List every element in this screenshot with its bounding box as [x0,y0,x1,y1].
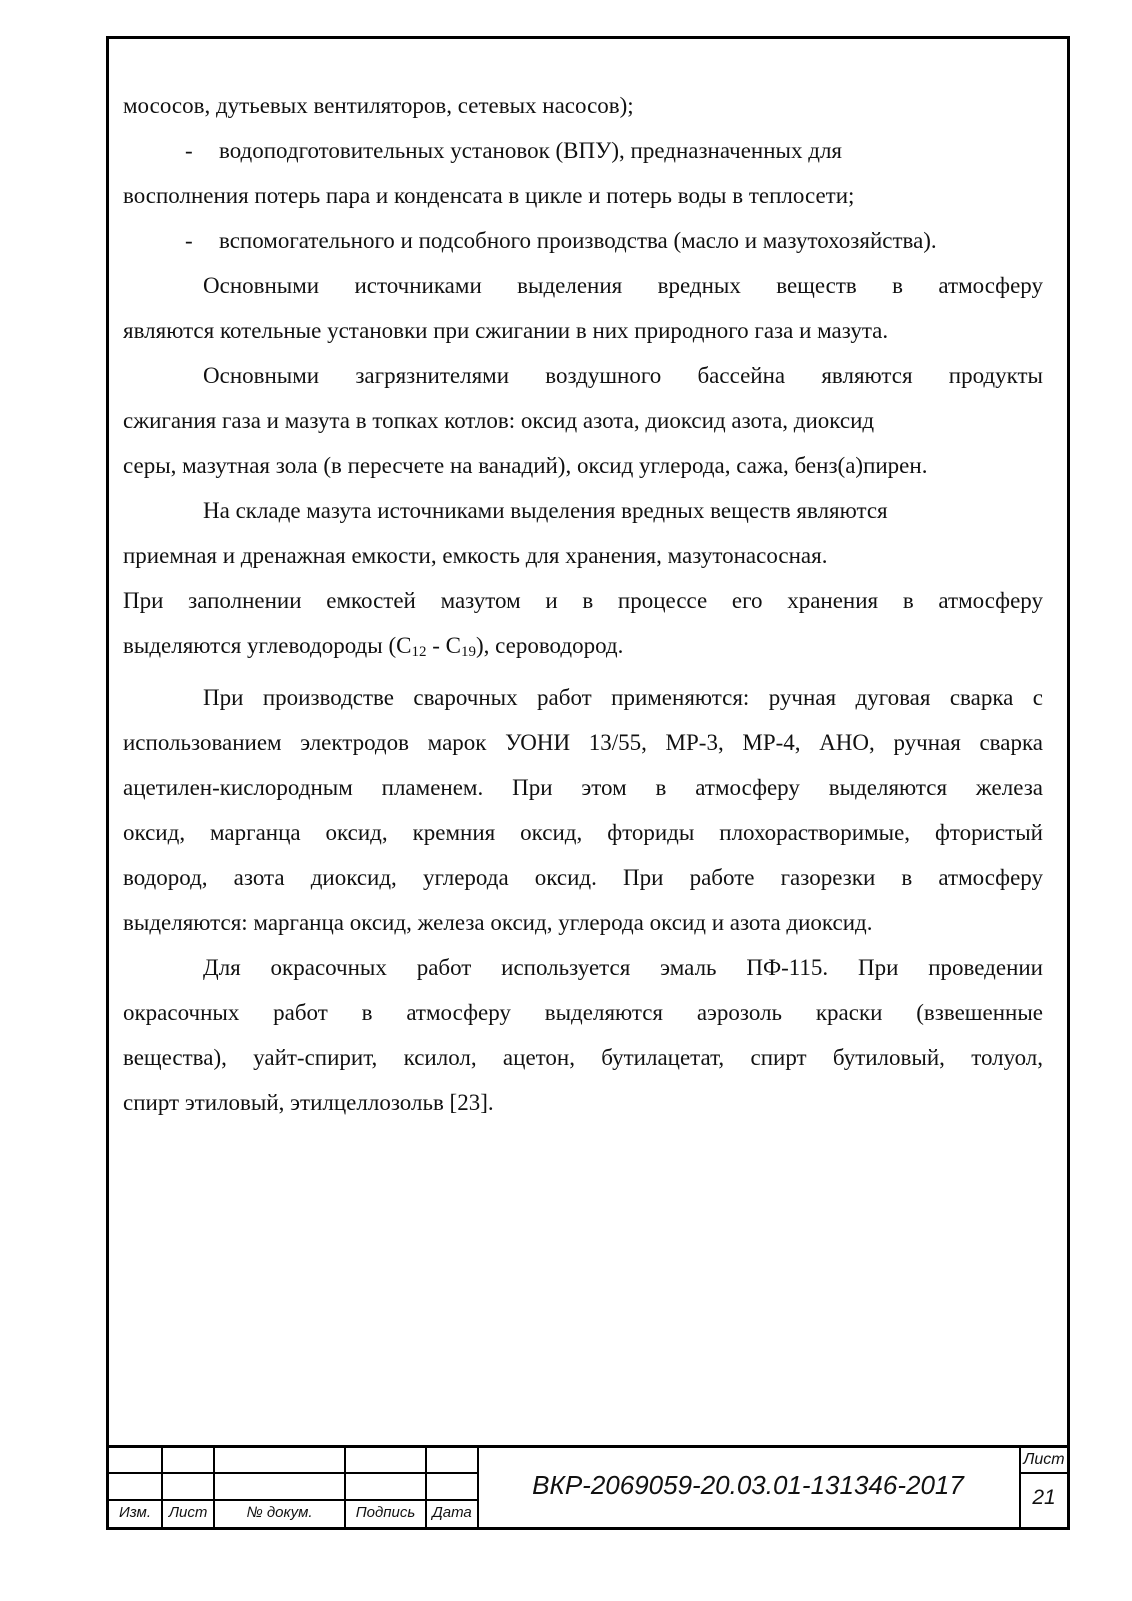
stamp-caption-doc-number: № докум. [246,1504,313,1521]
paragraph-line: Основными загрязнителями воздушного бассейна являются продукты [203,363,1043,388]
paragraph-line: сжигания газа и мазута в топках котлов: оксид азота, диоксид азота, диоксид [123,408,875,433]
paragraph-line: спирт этиловый, этилцеллозольв [23]. [123,1090,494,1115]
stamp-caption-signature: Подпись [355,1504,416,1521]
paragraph-line [123,623,1043,675]
list-item-text: водоподготовительных установок (ВПУ), предназначенных для [219,138,843,163]
paragraph-line: ацетилен-кислородным пламенем. При этом в атмосферу выделяются железа [123,775,1043,800]
subscript-text: 19 [460,644,476,660]
paragraph-line: окрасочных работ в атмосферу выделяются аэрозоль краски (взвешенные [123,1000,1043,1025]
table-divider [109,1499,477,1501]
paragraph-line: При производстве сварочных работ применяются: ручная дуговая сварка с [203,685,1043,710]
paragraph-line: серы, мазутная зола (в пересчете на ванадий), оксид углерода, сажа, бенз(а)пирен. [123,453,928,478]
text-line: мососов, дутьевых вентиляторов, сетевых насосов); [123,93,634,118]
paragraph-line: водород, азота диоксид, углерода оксид. При работе газорезки в атмосферу [123,865,1043,890]
text-run: - C [426,633,461,658]
paragraph-line: При заполнении емкостей мазутом и в процессе его хранения в атмосферу [123,588,1043,613]
paragraph-line: использованием электродов марок УОНИ 13/55, МР-3, МР-4, АНО, ручная сварка [123,730,1043,755]
paragraph-line: приемная и дренажная емкости, емкость для хранения, мазутонасосная. [123,543,828,568]
stamp-caption-change: Изм. [119,1504,151,1521]
table-divider [1019,1472,1067,1474]
list-dash: - [185,138,193,163]
subscript-text: 12 [411,644,427,660]
list-item [123,218,1043,263]
sheet-caption: Лист [1023,1451,1065,1468]
document-code: ВКР-2069059-20.03.01-131346-2017 [532,1470,964,1500]
body-text [123,83,1043,1125]
text-run: ), сероводород. [475,633,624,658]
paragraph-line: оксид, марганца оксид, кремния оксид, фториды плохорастворимые, фтористый [123,820,1043,845]
paragraph-line: выделяются: марганца оксид, железа оксид, углерода оксид и азота диоксид. [123,910,873,935]
title-block [109,1445,1067,1527]
list-dash: - [185,228,193,253]
stamp-caption-date: Дата [432,1504,472,1521]
paragraph-line: Основными источниками выделения вредных веществ в атмосферу [203,273,1043,298]
paragraph-line: являются котельные установки при сжигании в них природного газа и мазута. [123,318,889,343]
paragraph-line: вещества), уайт-спирит, ксилол, ацетон, бутилацетат, спирт бутиловый, толуол, [123,1045,1043,1070]
text-line: восполнения потерь пара и конденсата в цикле и потерь воды в теплосети; [123,183,855,208]
page-frame [106,36,1070,1530]
list-item [123,128,1043,173]
text-run: выделяются углеводороды (C [123,633,412,658]
sheet-number: 21 [1032,1486,1056,1509]
table-divider [109,1472,477,1474]
list-item-text: вспомогательного и подсобного производства (масло и мазутохозяйства). [219,228,937,253]
paragraph-line: На складе мазута источниками выделения вредных веществ являются [203,498,888,523]
stamp-caption-sheet: Лист [168,1504,208,1521]
paragraph-line: Для окрасочных работ используется эмаль ПФ-115. При проведении [203,955,1043,980]
